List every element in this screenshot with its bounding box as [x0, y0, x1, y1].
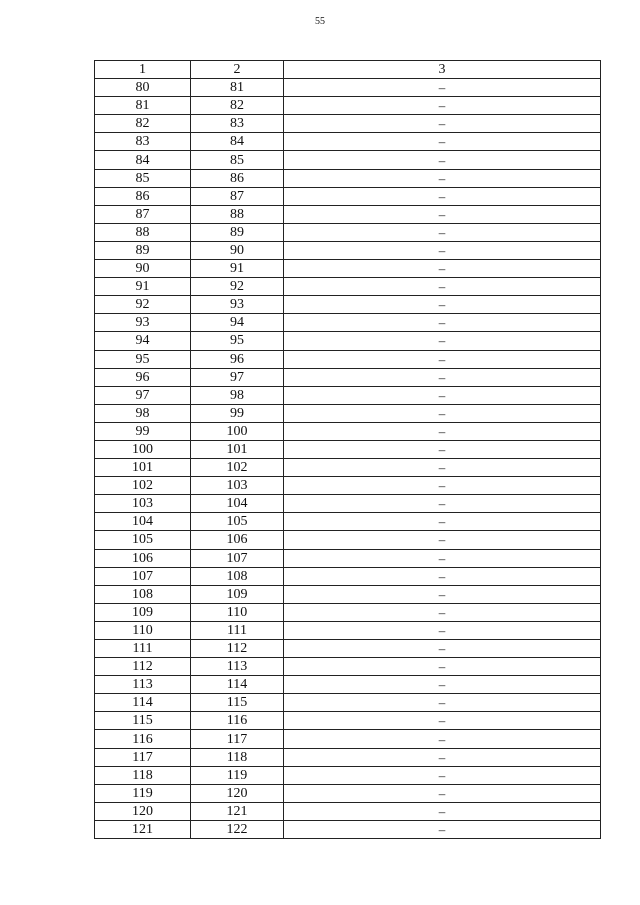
table-cell-col-3: –: [284, 477, 601, 495]
table-cell-col-3: –: [284, 748, 601, 766]
table-row: [95, 495, 601, 513]
table-cell-col-2: 82: [191, 97, 284, 115]
table-cell-col-1: 80: [95, 79, 191, 97]
table-row: [95, 169, 601, 187]
table-row: [95, 802, 601, 820]
table-row: [95, 350, 601, 368]
table-cell-col-1: 93: [95, 314, 191, 332]
column-header-3: 3: [284, 61, 601, 79]
table-cell-col-2: 101: [191, 440, 284, 458]
table-cell-col-1: 118: [95, 766, 191, 784]
table-cell-col-1: 100: [95, 440, 191, 458]
table-row: [95, 404, 601, 422]
table-cell-col-1: 85: [95, 169, 191, 187]
table-cell-col-3: –: [284, 169, 601, 187]
table-cell-col-1: 121: [95, 820, 191, 838]
table-cell-col-3: –: [284, 386, 601, 404]
table-row: [95, 712, 601, 730]
table-cell-col-1: 91: [95, 278, 191, 296]
table-cell-col-2: 116: [191, 712, 284, 730]
table-cell-col-3: –: [284, 97, 601, 115]
table-cell-col-2: 88: [191, 205, 284, 223]
table-row: [95, 640, 601, 658]
table-cell-col-3: –: [284, 567, 601, 585]
table-cell-col-3: –: [284, 585, 601, 603]
table-cell-col-2: 96: [191, 350, 284, 368]
table-row: [95, 531, 601, 549]
table-cell-col-3: –: [284, 350, 601, 368]
table-cell-col-3: –: [284, 314, 601, 332]
table-cell-col-3: –: [284, 404, 601, 422]
table-cell-col-2: 91: [191, 260, 284, 278]
table-cell-col-3: –: [284, 531, 601, 549]
table-cell-col-3: –: [284, 712, 601, 730]
table-cell-col-2: 87: [191, 187, 284, 205]
table-row: [95, 513, 601, 531]
table-cell-col-2: 89: [191, 223, 284, 241]
table-cell-col-3: –: [284, 133, 601, 151]
table-cell-col-2: 119: [191, 766, 284, 784]
table-row: [95, 585, 601, 603]
table-cell-col-1: 99: [95, 422, 191, 440]
table-cell-col-2: 94: [191, 314, 284, 332]
table-cell-col-1: 101: [95, 459, 191, 477]
table-cell-col-3: –: [284, 820, 601, 838]
table-cell-col-1: 109: [95, 603, 191, 621]
table-cell-col-3: –: [284, 79, 601, 97]
table-cell-col-3: –: [284, 603, 601, 621]
table-row: [95, 748, 601, 766]
table-cell-col-1: 83: [95, 133, 191, 151]
table-row: [95, 766, 601, 784]
table-cell-col-2: 115: [191, 694, 284, 712]
table-cell-col-3: –: [284, 676, 601, 694]
table-row: [95, 97, 601, 115]
table-cell-col-3: –: [284, 332, 601, 350]
table-cell-col-3: –: [284, 151, 601, 169]
table-cell-col-2: 122: [191, 820, 284, 838]
table-row: [95, 115, 601, 133]
table-cell-col-3: –: [284, 278, 601, 296]
table-cell-col-1: 103: [95, 495, 191, 513]
table-cell-col-1: 90: [95, 260, 191, 278]
table-cell-col-1: 104: [95, 513, 191, 531]
table-cell-col-2: 121: [191, 802, 284, 820]
table-row: [95, 676, 601, 694]
table-cell-col-1: 110: [95, 621, 191, 639]
column-header-2: 2: [191, 61, 284, 79]
table-cell-col-3: –: [284, 766, 601, 784]
table-cell-col-2: 105: [191, 513, 284, 531]
table-row: [95, 151, 601, 169]
table-cell-col-1: 116: [95, 730, 191, 748]
table-row: [95, 314, 601, 332]
table-cell-col-1: 97: [95, 386, 191, 404]
table-row: [95, 278, 601, 296]
table-cell-col-1: 87: [95, 205, 191, 223]
table-cell-col-2: 110: [191, 603, 284, 621]
table-cell-col-2: 117: [191, 730, 284, 748]
table-cell-col-2: 92: [191, 278, 284, 296]
table-cell-col-1: 82: [95, 115, 191, 133]
table-cell-col-1: 119: [95, 784, 191, 802]
table-cell-col-3: –: [284, 802, 601, 820]
table-cell-col-2: 112: [191, 640, 284, 658]
table-row: [95, 79, 601, 97]
table-row: [95, 223, 601, 241]
table-cell-col-3: –: [284, 260, 601, 278]
column-header-1: 1: [95, 61, 191, 79]
table-cell-col-2: 104: [191, 495, 284, 513]
table-cell-col-3: –: [284, 296, 601, 314]
table-cell-col-3: –: [284, 640, 601, 658]
table-cell-col-3: –: [284, 187, 601, 205]
table-cell-col-2: 98: [191, 386, 284, 404]
table-cell-col-1: 108: [95, 585, 191, 603]
table-cell-col-3: –: [284, 205, 601, 223]
table-cell-col-2: 99: [191, 404, 284, 422]
table-cell-col-2: 97: [191, 368, 284, 386]
table-cell-col-2: 114: [191, 676, 284, 694]
table-row: [95, 205, 601, 223]
table-cell-col-3: –: [284, 730, 601, 748]
table-cell-col-2: 107: [191, 549, 284, 567]
table-cell-col-1: 111: [95, 640, 191, 658]
table-row: [95, 440, 601, 458]
table-cell-col-3: –: [284, 658, 601, 676]
table-cell-col-2: 85: [191, 151, 284, 169]
table-cell-col-1: 105: [95, 531, 191, 549]
table-row: [95, 694, 601, 712]
table-cell-col-1: 81: [95, 97, 191, 115]
table-row: [95, 260, 601, 278]
table-row: [95, 241, 601, 259]
table-row: [95, 422, 601, 440]
table-row: [95, 368, 601, 386]
table-cell-col-1: 94: [95, 332, 191, 350]
table-cell-col-2: 120: [191, 784, 284, 802]
table-row: [95, 386, 601, 404]
table-row: [95, 567, 601, 585]
table-cell-col-3: –: [284, 549, 601, 567]
table-row: [95, 820, 601, 838]
table-cell-col-3: –: [284, 440, 601, 458]
table-cell-col-2: 81: [191, 79, 284, 97]
table-cell-col-3: –: [284, 223, 601, 241]
table-cell-col-2: 100: [191, 422, 284, 440]
table-cell-col-1: 114: [95, 694, 191, 712]
table-cell-col-2: 86: [191, 169, 284, 187]
table-cell-col-3: –: [284, 368, 601, 386]
table-cell-col-2: 95: [191, 332, 284, 350]
table-cell-col-3: –: [284, 422, 601, 440]
table-cell-col-1: 84: [95, 151, 191, 169]
table-cell-col-2: 109: [191, 585, 284, 603]
table-cell-col-1: 96: [95, 368, 191, 386]
data-table: [94, 60, 601, 839]
table-cell-col-3: –: [284, 241, 601, 259]
table-cell-col-3: –: [284, 459, 601, 477]
table-cell-col-3: –: [284, 115, 601, 133]
table-cell-col-2: 90: [191, 241, 284, 259]
table-cell-col-1: 102: [95, 477, 191, 495]
table-cell-col-2: 108: [191, 567, 284, 585]
table-cell-col-3: –: [284, 513, 601, 531]
table-cell-col-1: 117: [95, 748, 191, 766]
table-body: [95, 79, 601, 839]
table-cell-col-2: 102: [191, 459, 284, 477]
table-row: [95, 332, 601, 350]
table-cell-col-1: 120: [95, 802, 191, 820]
table-row: [95, 296, 601, 314]
table-cell-col-2: 84: [191, 133, 284, 151]
table-row: [95, 730, 601, 748]
table-cell-col-2: 103: [191, 477, 284, 495]
table-cell-col-2: 83: [191, 115, 284, 133]
page-number: 55: [315, 16, 325, 27]
table-cell-col-2: 106: [191, 531, 284, 549]
table-row: [95, 477, 601, 495]
table-cell-col-3: –: [284, 694, 601, 712]
table-cell-col-3: –: [284, 495, 601, 513]
table-cell-col-2: 111: [191, 621, 284, 639]
table-row: [95, 459, 601, 477]
table-cell-col-1: 92: [95, 296, 191, 314]
table-header: [95, 61, 601, 79]
table-row: [95, 658, 601, 676]
table-cell-col-1: 106: [95, 549, 191, 567]
table-row: [95, 133, 601, 151]
table-cell-col-2: 93: [191, 296, 284, 314]
table-cell-col-1: 86: [95, 187, 191, 205]
header-row: [95, 61, 601, 79]
table-cell-col-1: 88: [95, 223, 191, 241]
table-cell-col-2: 118: [191, 748, 284, 766]
table-row: [95, 784, 601, 802]
table-cell-col-3: –: [284, 621, 601, 639]
table-row: [95, 187, 601, 205]
table-cell-col-1: 89: [95, 241, 191, 259]
table-cell-col-1: 113: [95, 676, 191, 694]
table-cell-col-2: 113: [191, 658, 284, 676]
table-row: [95, 603, 601, 621]
table-cell-col-1: 98: [95, 404, 191, 422]
table-cell-col-1: 115: [95, 712, 191, 730]
table-cell-col-1: 112: [95, 658, 191, 676]
table-cell-col-1: 107: [95, 567, 191, 585]
table-cell-col-1: 95: [95, 350, 191, 368]
table-row: [95, 549, 601, 567]
table-row: [95, 621, 601, 639]
table-cell-col-3: –: [284, 784, 601, 802]
